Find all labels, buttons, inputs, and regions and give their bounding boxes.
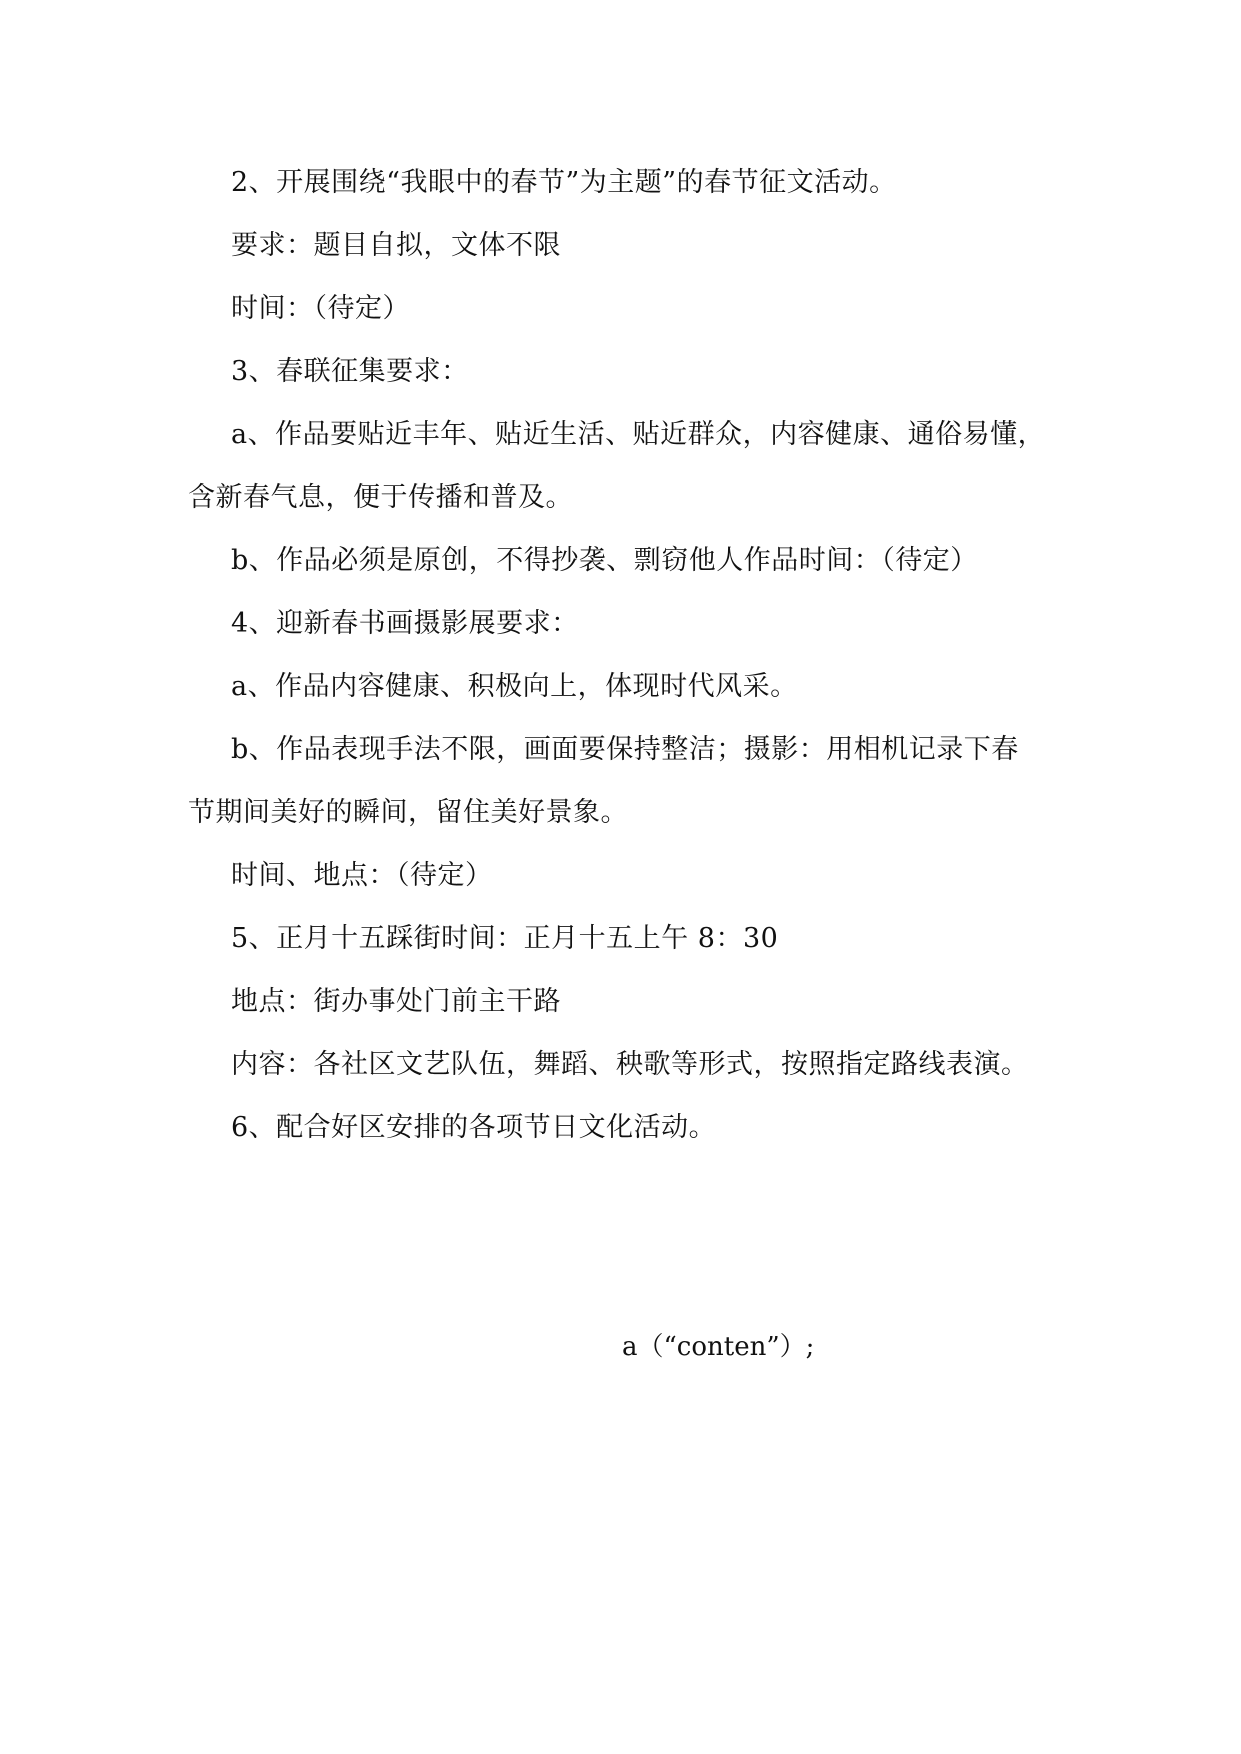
paragraph-line-4: 3、春联征集要求： — [231, 356, 469, 387]
paragraph-line-10: b、作品表现手法不限，画面要保持整洁；摄影：用相机记录下春 — [231, 734, 1019, 765]
paragraph-line-6: 含新春气息，便于传播和普及。 — [188, 482, 573, 513]
paragraph-line-7: b、作品必须是原创，不得抄袭、剽窃他人作品时间：（待定） — [231, 545, 978, 576]
paragraph-line-11: 节期间美好的瞬间，留住美好景象。 — [188, 797, 628, 828]
paragraph-line-5: a、作品要贴近丰年、贴近生活、贴近群众，内容健康、通俗易懂， — [231, 419, 1046, 450]
paragraph-line-9: a、作品内容健康、积极向上，体现时代风采。 — [231, 671, 798, 702]
paragraph-line-15: 内容：各社区文艺队伍，舞蹈、秧歌等形式，按照指定路线表演。 — [231, 1049, 1029, 1080]
paragraph-line-3: 时间：（待定） — [231, 293, 410, 324]
footer-code-text: a（“conten”）; — [622, 1332, 815, 1362]
paragraph-line-1: 2、开展围绕“我眼中的春节”为主题”的春节征文活动。 — [231, 167, 897, 198]
paragraph-line-12: 时间、地点：（待定） — [231, 860, 493, 891]
paragraph-line-14: 地点：街办事处门前主干路 — [231, 986, 561, 1017]
paragraph-line-16: 6、配合好区安排的各项节日文化活动。 — [231, 1112, 717, 1143]
paragraph-line-13: 5、正月十五踩街时间：正月十五上午 8：30 — [231, 923, 779, 954]
paragraph-line-2: 要求：题目自拟，文体不限 — [231, 230, 561, 261]
paragraph-line-8: 4、迎新春书画摄影展要求： — [231, 608, 579, 639]
